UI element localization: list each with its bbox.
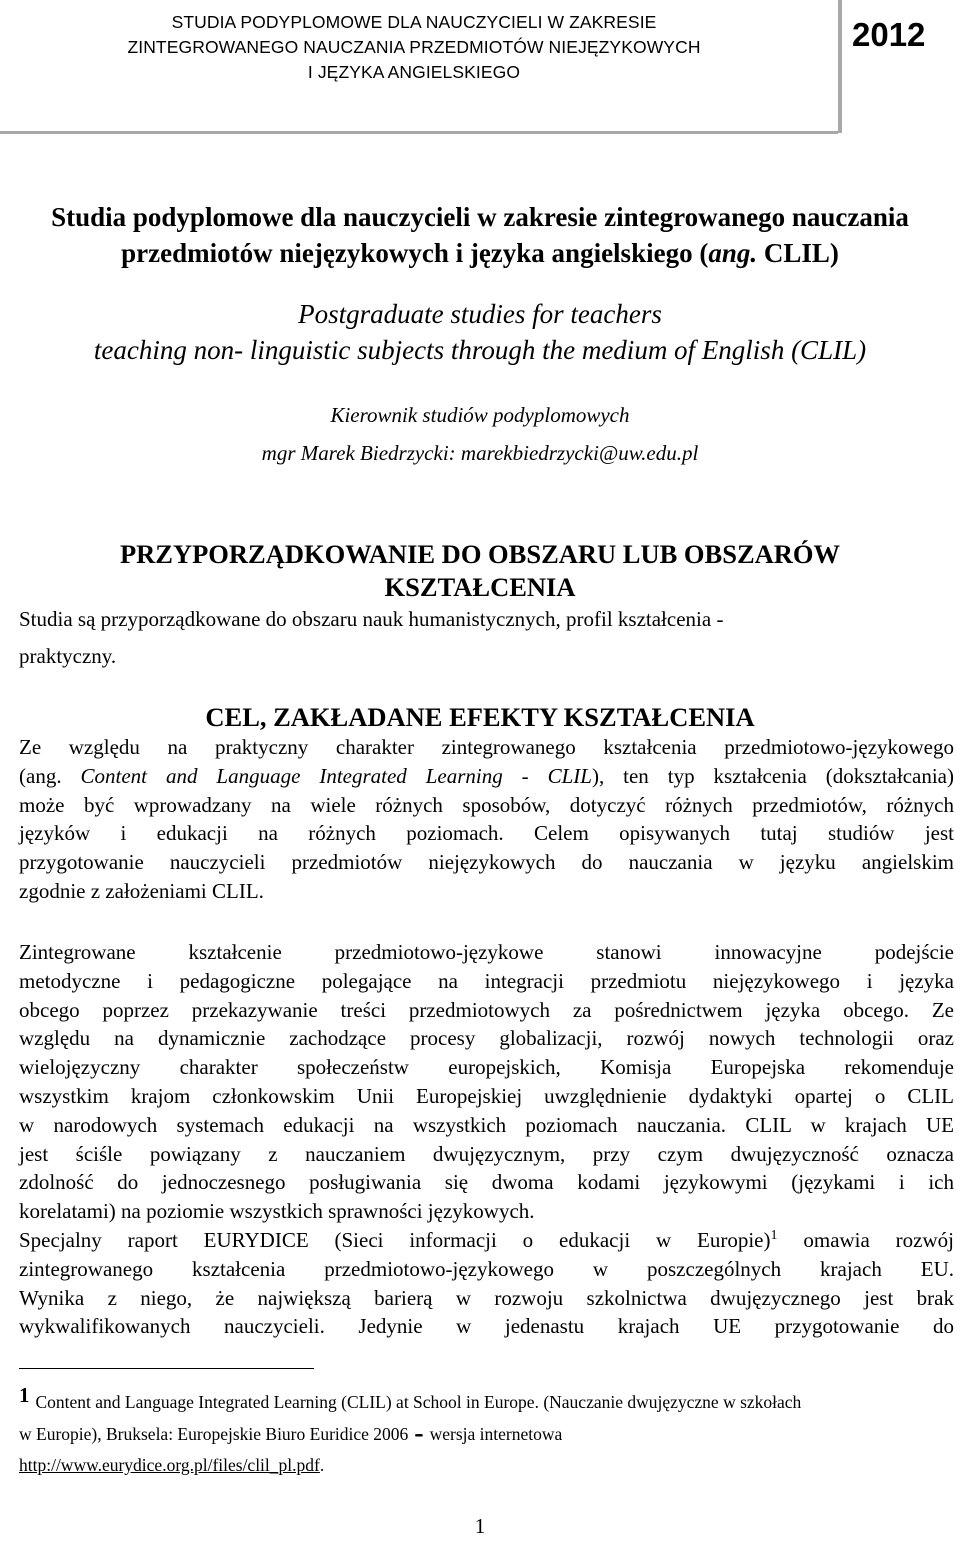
director-info (0, 396, 960, 472)
paragraph-goals (19, 733, 954, 906)
paragraph-line: w narodowych systemach edukacji na wszystkich poziomach nauczania. CLIL w krajach UE (19, 1112, 954, 1137)
header-divider-horizontal (0, 131, 838, 134)
paragraph-clil (19, 938, 954, 1341)
footnote-line (19, 1380, 954, 1418)
text-span: ), ten typ kształcenia (dokształcania) (591, 763, 954, 788)
title-line-2-part: CLIL) (757, 238, 839, 268)
header-line: STUDIA PODYPLOMOWE DLA NAUCZYCIELI W ZAKRESIE (171, 12, 657, 32)
paragraph-line (19, 762, 954, 791)
clil-expansion: Content and Language Integrated Learning - CLIL (80, 763, 592, 788)
english-title-line-2: teaching non- linguistic subjects through the medium of English (CLIL) (93, 335, 867, 365)
header-year: 2012 (852, 16, 926, 53)
title-line-2-part: przedmiotów niejęzykowych i języka angielskiego ( (121, 238, 709, 268)
paragraph-line: Ze względu na praktyczny charakter zintegrowanego kształcenia przedmiotowo-językowego (19, 735, 954, 759)
section-heading-assignment (0, 538, 960, 604)
paragraph-line: Studia są przyporządkowane do obszaru nauk humanistycznych, profil kształcenia - (19, 607, 724, 631)
header-line: I JĘZYKA ANGIELSKIEGO (307, 62, 521, 82)
title-line-1: Studia podyplomowe dla nauczycieli w zakresie zintegrowanego nauczania (51, 202, 909, 232)
paragraph-line: zintegrowanego kształcenia przedmiotowo-językowego w poszczególnych krajach EU. (19, 1256, 954, 1281)
director-role: Kierownik studiów podyplomowych (330, 403, 630, 427)
paragraph-line: zdolność do jednoczesnego posługiwania się dwoma kodami językowymi (językami i ich (19, 1170, 954, 1195)
section-heading-line: KSZTAŁCENIA (384, 572, 576, 602)
paragraph-line: praktyczny. (19, 644, 117, 668)
header-divider-vertical (838, 0, 842, 133)
section-assignment-text (19, 601, 849, 675)
paragraph-line: języków i edukacji na różnych poziomach. Celem opisywanych tutaj studiów jest (19, 821, 954, 846)
document-title (0, 199, 960, 271)
director-contact: mgr Marek Biedrzycki: marekbiedrzycki@uw.edu.pl (261, 441, 699, 465)
title-ang: ang. (708, 238, 758, 268)
paragraph-line: przygotowanie nauczycieli przedmiotów niejęzykowych do nauczania w języku angielskim (19, 850, 954, 875)
page-number: 1 (474, 1514, 486, 1538)
page-header (0, 0, 960, 133)
paragraph-line: metodyczne i pedagogiczne polegające na integracji przedmiotu niejęzykowego i języka (19, 968, 954, 993)
english-title (0, 296, 960, 368)
paragraph-line: korelatami) na poziomie wszystkich sprawności językowych. (19, 1199, 535, 1224)
text-span: (ang. (19, 763, 81, 788)
footnote-link[interactable]: http://www.eurydice.org.pl/files/clil_pl.pdf (19, 1455, 320, 1475)
footnote-ref[interactable]: 1 (770, 1227, 778, 1243)
text-span: Specjalny raport EURYDICE (Sieci informacji o edukacji w Europie) (19, 1227, 771, 1252)
footnote-text: w Europie), Bruksela: Europejskie Biuro Euridice 2006 (19, 1424, 409, 1444)
paragraph-line (19, 1226, 954, 1255)
paragraph-line: obcego poprzez przekazywanie treści przedmiotowych za pośrednictwem języka obcego. Ze (19, 997, 954, 1022)
footnote-separator (19, 1368, 314, 1369)
paragraph-line: jest ściśle powiązany z nauczaniem dwujęzycznym, przy czym dwujęzyczność oznacza (19, 1141, 954, 1166)
footnote-number: 1 (19, 1383, 30, 1407)
text-span: omawia rozwój (777, 1227, 954, 1252)
footnote-dash: - (414, 1418, 424, 1449)
paragraph-line: wykwalifikowanych nauczycieli. Jedynie w jedenastu krajach UE przygotowanie do (19, 1314, 954, 1339)
section-heading-line: PRZYPORZĄDKOWANIE DO OBSZARU LUB OBSZARÓW (119, 539, 841, 569)
paragraph-line: Zintegrowane kształcenie przedmiotowo-językowe stanowi innowacyjne podejście (19, 940, 954, 964)
section-heading-goals: CEL, ZAKŁADANE EFEKTY KSZTAŁCENIA (205, 702, 755, 732)
header-title (0, 10, 828, 85)
footnote-line (19, 1418, 954, 1450)
english-title-line-1: Postgraduate studies for teachers (298, 299, 662, 329)
title-line-2 (0, 235, 960, 271)
footnote (19, 1380, 954, 1481)
header-line: ZINTEGROWANEGO NAUCZANIA PRZEDMIOTÓW NIEJĘZYKOWYCH (127, 37, 701, 57)
paragraph-line: może być wprowadzany na wiele różnych sposobów, dotyczyć różnych przedmiotów, różnych (19, 792, 954, 817)
paragraph-line: wszystkim krajom członkowskim Unii Europejskiej uwzględnienie dydaktyki opartej o CLIL (19, 1083, 954, 1108)
footnote-text: Content and Language Integrated Learning (CLIL) at School in Europe. (Nauczanie dwujęzyczne w szkołach (35, 1392, 802, 1412)
paragraph-line: wielojęzyczny charakter społeczeństw europejskich, Komisja Europejska rekomenduje (19, 1055, 954, 1080)
footnote-text: wersja internetowa (429, 1424, 563, 1444)
footnote-text: . (319, 1455, 325, 1475)
paragraph-line: względu na dynamicznie zachodzące procesy globalizacji, rozwój nowych technologii oraz (19, 1026, 954, 1051)
paragraph-line: zgodnie z założeniami CLIL. (19, 878, 264, 903)
paragraph-line: Wynika z niego, że największą barierą w rozwoju szkolnictwa dwujęzycznego jest brak (19, 1285, 954, 1310)
footnote-line (19, 1450, 954, 1481)
